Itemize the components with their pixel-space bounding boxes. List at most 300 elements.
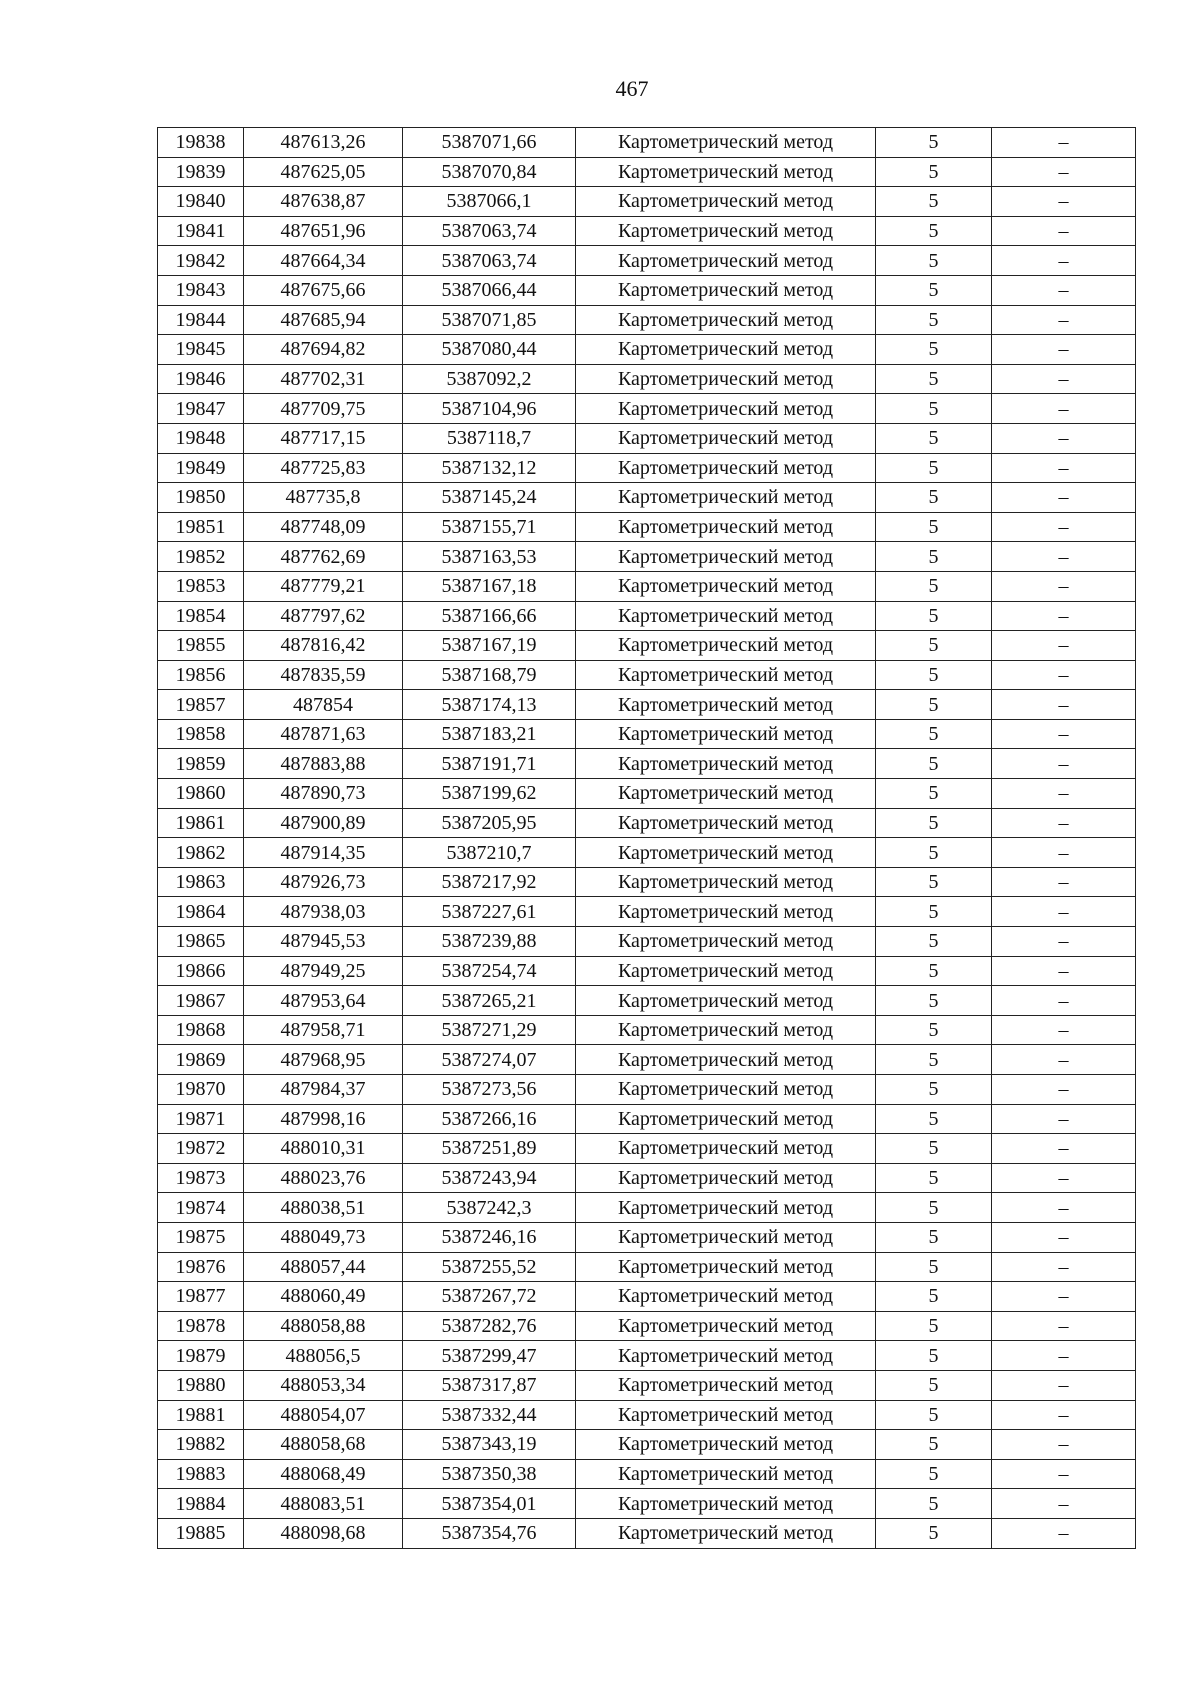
description-cell: –	[992, 986, 1136, 1016]
point-number-cell: 19845	[158, 335, 244, 365]
description-cell: –	[992, 483, 1136, 513]
method-cell: Картометрический метод	[576, 1370, 876, 1400]
description-cell: –	[992, 216, 1136, 246]
table-row	[158, 601, 1136, 631]
description-cell: –	[992, 1430, 1136, 1460]
method-cell: Картометрический метод	[576, 1489, 876, 1519]
y-coordinate-cell: 5387071,85	[403, 305, 576, 335]
table-row	[158, 631, 1136, 661]
description-cell: –	[992, 897, 1136, 927]
method-cell: Картометрический метод	[576, 335, 876, 365]
accuracy-cell: 5	[876, 157, 992, 187]
accuracy-cell: 5	[876, 1282, 992, 1312]
accuracy-cell: 5	[876, 867, 992, 897]
table-row	[158, 1282, 1136, 1312]
y-coordinate-cell: 5387354,01	[403, 1489, 576, 1519]
description-cell: –	[992, 779, 1136, 809]
accuracy-cell: 5	[876, 986, 992, 1016]
y-coordinate-cell: 5387118,7	[403, 423, 576, 453]
table-row	[158, 1134, 1136, 1164]
point-number-cell: 19861	[158, 808, 244, 838]
accuracy-cell: 5	[876, 453, 992, 483]
description-cell: –	[992, 1282, 1136, 1312]
accuracy-cell: 5	[876, 305, 992, 335]
x-coordinate-cell: 487949,25	[244, 956, 403, 986]
point-number-cell: 19848	[158, 423, 244, 453]
description-cell: –	[992, 1075, 1136, 1105]
table-row	[158, 1222, 1136, 1252]
y-coordinate-cell: 5387254,74	[403, 956, 576, 986]
y-coordinate-cell: 5387274,07	[403, 1045, 576, 1075]
y-coordinate-cell: 5387167,18	[403, 571, 576, 601]
method-cell: Картометрический метод	[576, 275, 876, 305]
x-coordinate-cell: 487854	[244, 690, 403, 720]
x-coordinate-cell: 487709,75	[244, 394, 403, 424]
table-row	[158, 1015, 1136, 1045]
method-cell: Картометрический метод	[576, 394, 876, 424]
description-cell: –	[992, 1015, 1136, 1045]
description-cell: –	[992, 246, 1136, 276]
x-coordinate-cell: 487926,73	[244, 867, 403, 897]
method-cell: Картометрический метод	[576, 483, 876, 513]
method-cell: Картометрический метод	[576, 927, 876, 957]
x-coordinate-cell: 487871,63	[244, 719, 403, 749]
table-row	[158, 1075, 1136, 1105]
method-cell: Картометрический метод	[576, 216, 876, 246]
description-cell: –	[992, 1459, 1136, 1489]
description-cell: –	[992, 867, 1136, 897]
y-coordinate-cell: 5387282,76	[403, 1311, 576, 1341]
y-coordinate-cell: 5387104,96	[403, 394, 576, 424]
accuracy-cell: 5	[876, 335, 992, 365]
point-number-cell: 19839	[158, 157, 244, 187]
table-row	[158, 128, 1136, 158]
description-cell: –	[992, 1193, 1136, 1223]
description-cell: –	[992, 660, 1136, 690]
table-row	[158, 1045, 1136, 1075]
point-number-cell: 19880	[158, 1370, 244, 1400]
table-row	[158, 187, 1136, 217]
y-coordinate-cell: 5387227,61	[403, 897, 576, 927]
description-cell: –	[992, 305, 1136, 335]
table-row	[158, 808, 1136, 838]
accuracy-cell: 5	[876, 631, 992, 661]
point-number-cell: 19856	[158, 660, 244, 690]
accuracy-cell: 5	[876, 1252, 992, 1282]
description-cell: –	[992, 1311, 1136, 1341]
description-cell: –	[992, 1341, 1136, 1371]
page-number: 467	[615, 76, 649, 101]
table-row	[158, 364, 1136, 394]
x-coordinate-cell: 487735,8	[244, 483, 403, 513]
description-cell: –	[992, 1163, 1136, 1193]
y-coordinate-cell: 5387266,16	[403, 1104, 576, 1134]
accuracy-cell: 5	[876, 1075, 992, 1105]
x-coordinate-cell: 488056,5	[244, 1341, 403, 1371]
y-coordinate-cell: 5387343,19	[403, 1430, 576, 1460]
description-cell: –	[992, 749, 1136, 779]
accuracy-cell: 5	[876, 897, 992, 927]
point-number-cell: 19841	[158, 216, 244, 246]
point-number-cell: 19847	[158, 394, 244, 424]
description-cell: –	[992, 1400, 1136, 1430]
table-row	[158, 157, 1136, 187]
method-cell: Картометрический метод	[576, 1282, 876, 1312]
method-cell: Картометрический метод	[576, 246, 876, 276]
method-cell: Картометрический метод	[576, 956, 876, 986]
method-cell: Картометрический метод	[576, 1193, 876, 1223]
accuracy-cell: 5	[876, 483, 992, 513]
x-coordinate-cell: 488053,34	[244, 1370, 403, 1400]
accuracy-cell: 5	[876, 571, 992, 601]
y-coordinate-cell: 5387166,66	[403, 601, 576, 631]
table-row	[158, 749, 1136, 779]
table-row	[158, 986, 1136, 1016]
y-coordinate-cell: 5387145,24	[403, 483, 576, 513]
y-coordinate-cell: 5387255,52	[403, 1252, 576, 1282]
y-coordinate-cell: 5387273,56	[403, 1075, 576, 1105]
description-cell: –	[992, 128, 1136, 158]
point-number-cell: 19853	[158, 571, 244, 601]
point-number-cell: 19846	[158, 364, 244, 394]
table-row	[158, 1459, 1136, 1489]
x-coordinate-cell: 487938,03	[244, 897, 403, 927]
accuracy-cell: 5	[876, 749, 992, 779]
table-row	[158, 1311, 1136, 1341]
accuracy-cell: 5	[876, 542, 992, 572]
point-number-cell: 19869	[158, 1045, 244, 1075]
description-cell: –	[992, 453, 1136, 483]
description-cell: –	[992, 1252, 1136, 1282]
table-row	[158, 1400, 1136, 1430]
y-coordinate-cell: 5387155,71	[403, 512, 576, 542]
x-coordinate-cell: 488068,49	[244, 1459, 403, 1489]
table-row	[158, 838, 1136, 868]
x-coordinate-cell: 488049,73	[244, 1222, 403, 1252]
x-coordinate-cell: 487945,53	[244, 927, 403, 957]
method-cell: Картометрический метод	[576, 453, 876, 483]
table-row	[158, 394, 1136, 424]
y-coordinate-cell: 5387267,72	[403, 1282, 576, 1312]
table-row	[158, 1518, 1136, 1548]
description-cell: –	[992, 394, 1136, 424]
accuracy-cell: 5	[876, 1341, 992, 1371]
accuracy-cell: 5	[876, 808, 992, 838]
y-coordinate-cell: 5387191,71	[403, 749, 576, 779]
y-coordinate-cell: 5387246,16	[403, 1222, 576, 1252]
accuracy-cell: 5	[876, 275, 992, 305]
accuracy-cell: 5	[876, 128, 992, 158]
description-cell: –	[992, 1134, 1136, 1164]
point-number-cell: 19884	[158, 1489, 244, 1519]
x-coordinate-cell: 488083,51	[244, 1489, 403, 1519]
coordinates-table-body	[158, 128, 1136, 1549]
x-coordinate-cell: 487900,89	[244, 808, 403, 838]
point-number-cell: 19840	[158, 187, 244, 217]
description-cell: –	[992, 571, 1136, 601]
y-coordinate-cell: 5387354,76	[403, 1518, 576, 1548]
table-row	[158, 1370, 1136, 1400]
point-number-cell: 19862	[158, 838, 244, 868]
point-number-cell: 19883	[158, 1459, 244, 1489]
y-coordinate-cell: 5387350,38	[403, 1459, 576, 1489]
table-row	[158, 512, 1136, 542]
point-number-cell: 19867	[158, 986, 244, 1016]
accuracy-cell: 5	[876, 1045, 992, 1075]
table-row	[158, 1163, 1136, 1193]
point-number-cell: 19865	[158, 927, 244, 957]
x-coordinate-cell: 487694,82	[244, 335, 403, 365]
point-number-cell: 19850	[158, 483, 244, 513]
y-coordinate-cell: 5387066,44	[403, 275, 576, 305]
method-cell: Картометрический метод	[576, 749, 876, 779]
point-number-cell: 19877	[158, 1282, 244, 1312]
y-coordinate-cell: 5387242,3	[403, 1193, 576, 1223]
y-coordinate-cell: 5387317,87	[403, 1370, 576, 1400]
table-row	[158, 867, 1136, 897]
point-number-cell: 19843	[158, 275, 244, 305]
point-number-cell: 19849	[158, 453, 244, 483]
y-coordinate-cell: 5387070,84	[403, 157, 576, 187]
method-cell: Картометрический метод	[576, 157, 876, 187]
point-number-cell: 19876	[158, 1252, 244, 1282]
method-cell: Картометрический метод	[576, 1163, 876, 1193]
description-cell: –	[992, 275, 1136, 305]
method-cell: Картометрический метод	[576, 512, 876, 542]
x-coordinate-cell: 487816,42	[244, 631, 403, 661]
x-coordinate-cell: 487953,64	[244, 986, 403, 1016]
table-row	[158, 423, 1136, 453]
point-number-cell: 19868	[158, 1015, 244, 1045]
method-cell: Картометрический метод	[576, 897, 876, 927]
method-cell: Картометрический метод	[576, 779, 876, 809]
accuracy-cell: 5	[876, 423, 992, 453]
method-cell: Картометрический метод	[576, 719, 876, 749]
description-cell: –	[992, 631, 1136, 661]
accuracy-cell: 5	[876, 1163, 992, 1193]
x-coordinate-cell: 488054,07	[244, 1400, 403, 1430]
accuracy-cell: 5	[876, 1311, 992, 1341]
point-number-cell: 19882	[158, 1430, 244, 1460]
x-coordinate-cell: 487914,35	[244, 838, 403, 868]
x-coordinate-cell: 487638,87	[244, 187, 403, 217]
method-cell: Картометрический метод	[576, 1459, 876, 1489]
description-cell: –	[992, 1370, 1136, 1400]
point-number-cell: 19852	[158, 542, 244, 572]
accuracy-cell: 5	[876, 1104, 992, 1134]
x-coordinate-cell: 488058,68	[244, 1430, 403, 1460]
x-coordinate-cell: 487968,95	[244, 1045, 403, 1075]
method-cell: Картометрический метод	[576, 660, 876, 690]
y-coordinate-cell: 5387243,94	[403, 1163, 576, 1193]
y-coordinate-cell: 5387071,66	[403, 128, 576, 158]
x-coordinate-cell: 487725,83	[244, 453, 403, 483]
accuracy-cell: 5	[876, 1430, 992, 1460]
table-row	[158, 779, 1136, 809]
x-coordinate-cell: 487890,73	[244, 779, 403, 809]
point-number-cell: 19878	[158, 1311, 244, 1341]
method-cell: Картометрический метод	[576, 542, 876, 572]
y-coordinate-cell: 5387183,21	[403, 719, 576, 749]
method-cell: Картометрический метод	[576, 1518, 876, 1548]
point-number-cell: 19838	[158, 128, 244, 158]
method-cell: Картометрический метод	[576, 1045, 876, 1075]
y-coordinate-cell: 5387332,44	[403, 1400, 576, 1430]
x-coordinate-cell: 487998,16	[244, 1104, 403, 1134]
x-coordinate-cell: 488098,68	[244, 1518, 403, 1548]
description-cell: –	[992, 364, 1136, 394]
accuracy-cell: 5	[876, 1400, 992, 1430]
table-row	[158, 1341, 1136, 1371]
description-cell: –	[992, 1045, 1136, 1075]
accuracy-cell: 5	[876, 601, 992, 631]
accuracy-cell: 5	[876, 1370, 992, 1400]
point-number-cell: 19844	[158, 305, 244, 335]
description-cell: –	[992, 1489, 1136, 1519]
point-number-cell: 19858	[158, 719, 244, 749]
method-cell: Картометрический метод	[576, 690, 876, 720]
accuracy-cell: 5	[876, 1222, 992, 1252]
method-cell: Картометрический метод	[576, 1134, 876, 1164]
y-coordinate-cell: 5387167,19	[403, 631, 576, 661]
y-coordinate-cell: 5387205,95	[403, 808, 576, 838]
accuracy-cell: 5	[876, 779, 992, 809]
point-number-cell: 19872	[158, 1134, 244, 1164]
point-number-cell: 19842	[158, 246, 244, 276]
accuracy-cell: 5	[876, 927, 992, 957]
method-cell: Картометрический метод	[576, 187, 876, 217]
description-cell: –	[992, 512, 1136, 542]
description-cell: –	[992, 838, 1136, 868]
x-coordinate-cell: 488010,31	[244, 1134, 403, 1164]
y-coordinate-cell: 5387239,88	[403, 927, 576, 957]
method-cell: Картометрический метод	[576, 1252, 876, 1282]
y-coordinate-cell: 5387163,53	[403, 542, 576, 572]
coordinates-table	[157, 127, 1136, 1549]
table-row	[158, 719, 1136, 749]
method-cell: Картометрический метод	[576, 631, 876, 661]
x-coordinate-cell: 488057,44	[244, 1252, 403, 1282]
accuracy-cell: 5	[876, 1015, 992, 1045]
table-row	[158, 660, 1136, 690]
description-cell: –	[992, 690, 1136, 720]
description-cell: –	[992, 601, 1136, 631]
x-coordinate-cell: 487651,96	[244, 216, 403, 246]
x-coordinate-cell: 487613,26	[244, 128, 403, 158]
table-row	[158, 927, 1136, 957]
x-coordinate-cell: 487835,59	[244, 660, 403, 690]
method-cell: Картометрический метод	[576, 867, 876, 897]
point-number-cell: 19860	[158, 779, 244, 809]
accuracy-cell: 5	[876, 1193, 992, 1223]
point-number-cell: 19854	[158, 601, 244, 631]
x-coordinate-cell: 487685,94	[244, 305, 403, 335]
description-cell: –	[992, 719, 1136, 749]
description-cell: –	[992, 335, 1136, 365]
point-number-cell: 19874	[158, 1193, 244, 1223]
table-row	[158, 483, 1136, 513]
y-coordinate-cell: 5387299,47	[403, 1341, 576, 1371]
accuracy-cell: 5	[876, 246, 992, 276]
accuracy-cell: 5	[876, 1134, 992, 1164]
description-cell: –	[992, 1222, 1136, 1252]
table-row	[158, 305, 1136, 335]
table-row	[158, 453, 1136, 483]
point-number-cell: 19866	[158, 956, 244, 986]
accuracy-cell: 5	[876, 512, 992, 542]
method-cell: Картометрический метод	[576, 808, 876, 838]
accuracy-cell: 5	[876, 1489, 992, 1519]
description-cell: –	[992, 157, 1136, 187]
method-cell: Картометрический метод	[576, 838, 876, 868]
description-cell: –	[992, 1104, 1136, 1134]
point-number-cell: 19851	[158, 512, 244, 542]
point-number-cell: 19855	[158, 631, 244, 661]
y-coordinate-cell: 5387132,12	[403, 453, 576, 483]
x-coordinate-cell: 487675,66	[244, 275, 403, 305]
table-row	[158, 690, 1136, 720]
table-row	[158, 275, 1136, 305]
y-coordinate-cell: 5387210,7	[403, 838, 576, 868]
point-number-cell: 19857	[158, 690, 244, 720]
y-coordinate-cell: 5387066,1	[403, 187, 576, 217]
table-row	[158, 1104, 1136, 1134]
description-cell: –	[992, 542, 1136, 572]
x-coordinate-cell: 487883,88	[244, 749, 403, 779]
method-cell: Картометрический метод	[576, 571, 876, 601]
method-cell: Картометрический метод	[576, 128, 876, 158]
method-cell: Картометрический метод	[576, 1075, 876, 1105]
description-cell: –	[992, 956, 1136, 986]
method-cell: Картометрический метод	[576, 601, 876, 631]
y-coordinate-cell: 5387251,89	[403, 1134, 576, 1164]
method-cell: Картометрический метод	[576, 1222, 876, 1252]
x-coordinate-cell: 487779,21	[244, 571, 403, 601]
accuracy-cell: 5	[876, 719, 992, 749]
description-cell: –	[992, 423, 1136, 453]
method-cell: Картометрический метод	[576, 1400, 876, 1430]
point-number-cell: 19870	[158, 1075, 244, 1105]
description-cell: –	[992, 1518, 1136, 1548]
accuracy-cell: 5	[876, 1459, 992, 1489]
point-number-cell: 19864	[158, 897, 244, 927]
table-row	[158, 542, 1136, 572]
description-cell: –	[992, 187, 1136, 217]
description-cell: –	[992, 808, 1136, 838]
point-number-cell: 19881	[158, 1400, 244, 1430]
x-coordinate-cell: 487748,09	[244, 512, 403, 542]
point-number-cell: 19859	[158, 749, 244, 779]
y-coordinate-cell: 5387174,13	[403, 690, 576, 720]
point-number-cell: 19879	[158, 1341, 244, 1371]
method-cell: Картометрический метод	[576, 1341, 876, 1371]
x-coordinate-cell: 487717,15	[244, 423, 403, 453]
x-coordinate-cell: 487797,62	[244, 601, 403, 631]
y-coordinate-cell: 5387271,29	[403, 1015, 576, 1045]
y-coordinate-cell: 5387063,74	[403, 216, 576, 246]
y-coordinate-cell: 5387217,92	[403, 867, 576, 897]
accuracy-cell: 5	[876, 394, 992, 424]
point-number-cell: 19875	[158, 1222, 244, 1252]
description-cell: –	[992, 927, 1136, 957]
accuracy-cell: 5	[876, 187, 992, 217]
point-number-cell: 19871	[158, 1104, 244, 1134]
y-coordinate-cell: 5387080,44	[403, 335, 576, 365]
method-cell: Картометрический метод	[576, 1430, 876, 1460]
method-cell: Картометрический метод	[576, 423, 876, 453]
point-number-cell: 19873	[158, 1163, 244, 1193]
accuracy-cell: 5	[876, 364, 992, 394]
